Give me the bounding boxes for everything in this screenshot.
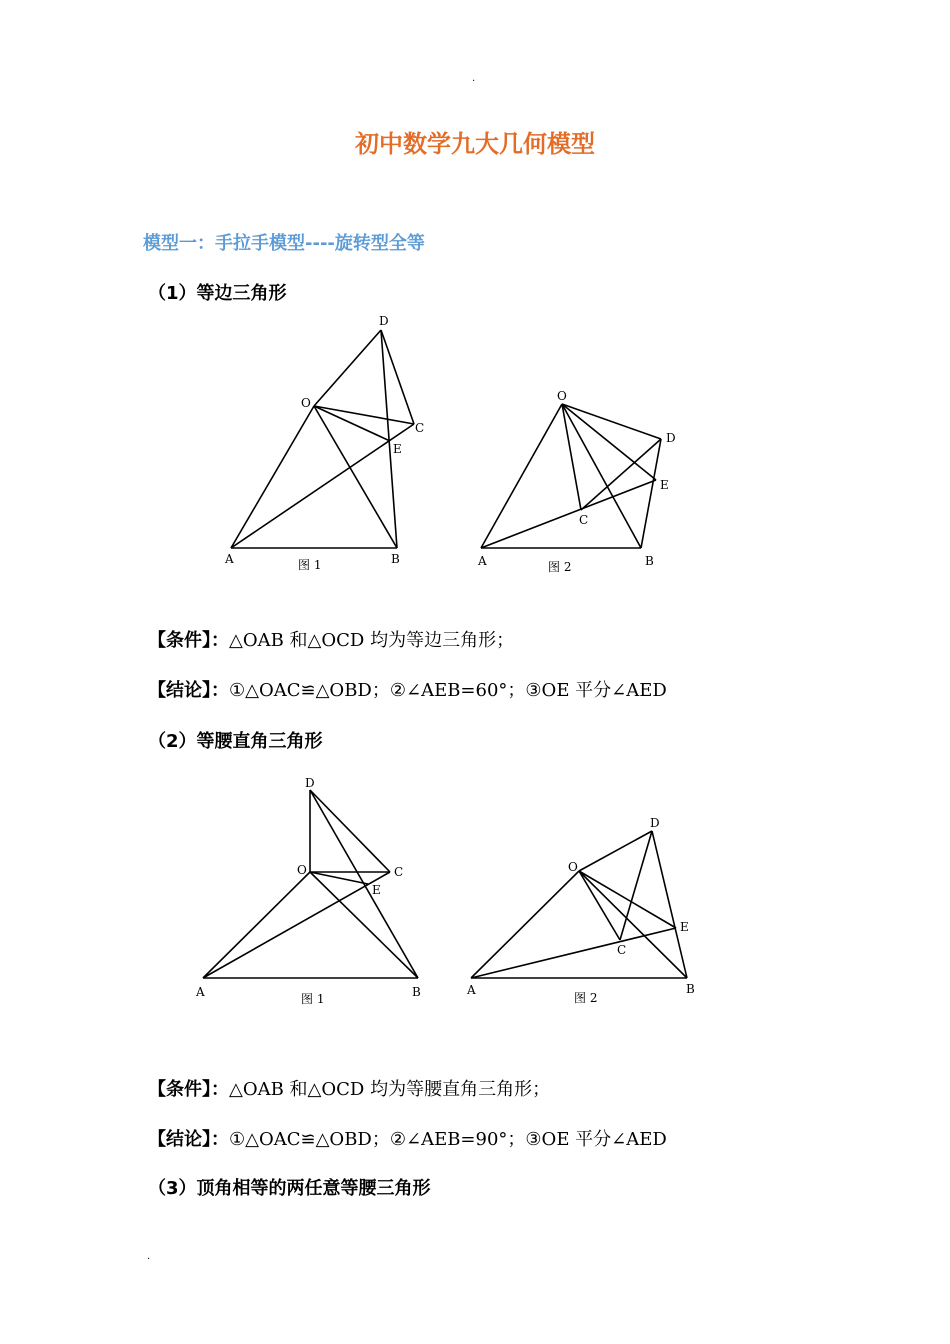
condition-label: 【条件】： — [148, 1079, 229, 1100]
segment-ao — [231, 406, 314, 548]
label-e: E — [680, 920, 689, 934]
segment-ob — [310, 872, 418, 978]
segment-db — [310, 790, 418, 978]
section2-condition — [148, 1075, 550, 1101]
segment-oe — [562, 404, 656, 480]
segment-ac — [203, 872, 390, 978]
label-o: O — [568, 860, 578, 874]
section2-heading: （2）等腰直角三角形 — [148, 731, 323, 752]
label-c: C — [394, 865, 404, 879]
label-o: O — [297, 863, 307, 877]
section2-figure1 — [195, 776, 421, 1006]
segment-oe — [314, 406, 390, 441]
label-a: A — [196, 985, 205, 999]
top-dot: . — [472, 73, 476, 84]
segment-oe — [310, 872, 368, 884]
section1-heading: （1）等边三角形 — [148, 283, 287, 304]
label-a: A — [478, 554, 487, 568]
segment-ao — [471, 871, 579, 978]
label-d: D — [379, 314, 389, 328]
section3-heading: （3）顶角相等的两任意等腰三角形 — [148, 1178, 431, 1199]
label-e: E — [660, 478, 669, 492]
segment-cd — [620, 831, 652, 940]
segment-od — [562, 404, 661, 439]
segment-dc — [381, 330, 414, 424]
label-b: B — [412, 985, 421, 999]
label-a: A — [225, 552, 234, 566]
segment-db — [641, 439, 661, 548]
label-b: B — [391, 552, 400, 566]
segment-ae — [481, 480, 656, 548]
section1-condition — [148, 626, 514, 652]
section1-conclusion — [148, 676, 667, 702]
section1-figure2 — [477, 389, 676, 574]
page-title: 初中数学九大几何模型 — [355, 130, 595, 158]
label-c: C — [415, 421, 425, 435]
label-e: E — [372, 883, 381, 897]
segment-od — [579, 831, 652, 871]
section2-figure2 — [466, 816, 695, 1005]
segment-ao — [481, 404, 562, 548]
model1-heading: 模型一：手拉手模型----旋转型全等 — [143, 233, 425, 254]
bottom-dot: . — [147, 1251, 151, 1262]
conclusion-label: 【结论】： — [148, 680, 229, 701]
label-d: D — [305, 776, 315, 790]
label-d: D — [650, 816, 660, 830]
segment-db — [381, 330, 397, 548]
label-c: C — [579, 513, 589, 527]
label-a: A — [467, 983, 476, 997]
label-b: B — [686, 982, 695, 996]
segment-oc — [314, 406, 414, 424]
label-o: O — [301, 396, 311, 410]
fig2-caption: 图 2 — [574, 991, 598, 1005]
conclusion-label: 【结论】： — [148, 1129, 229, 1150]
label-e: E — [393, 442, 402, 456]
label-o: O — [557, 389, 567, 403]
segment-ob — [562, 404, 641, 548]
segment-ao — [203, 872, 310, 978]
label-d: D — [666, 431, 676, 445]
conclusion-text: ①△OAC≌△OBD；②∠AEB=90°；③OE 平分∠AED — [229, 1129, 667, 1150]
fig1-caption: 图 1 — [298, 558, 322, 572]
fig2-caption: 图 2 — [548, 560, 572, 574]
conclusion-text: ①△OAC≌△OBD；②∠AEB=60°；③OE 平分∠AED — [229, 680, 667, 701]
segment-od — [314, 330, 381, 406]
segment-ob — [314, 406, 397, 548]
segment-db — [652, 831, 687, 978]
segment-ae — [471, 928, 676, 978]
section1-figure1 — [224, 314, 424, 572]
label-b: B — [645, 554, 654, 568]
condition-label: 【条件】： — [148, 630, 229, 651]
condition-text: △OAB 和△OCD 均为等边三角形； — [229, 630, 515, 651]
label-c: C — [617, 943, 627, 957]
fig1-caption: 图 1 — [301, 992, 325, 1006]
condition-text: △OAB 和△OCD 均为等腰直角三角形； — [229, 1079, 551, 1100]
section2-conclusion — [148, 1125, 667, 1151]
